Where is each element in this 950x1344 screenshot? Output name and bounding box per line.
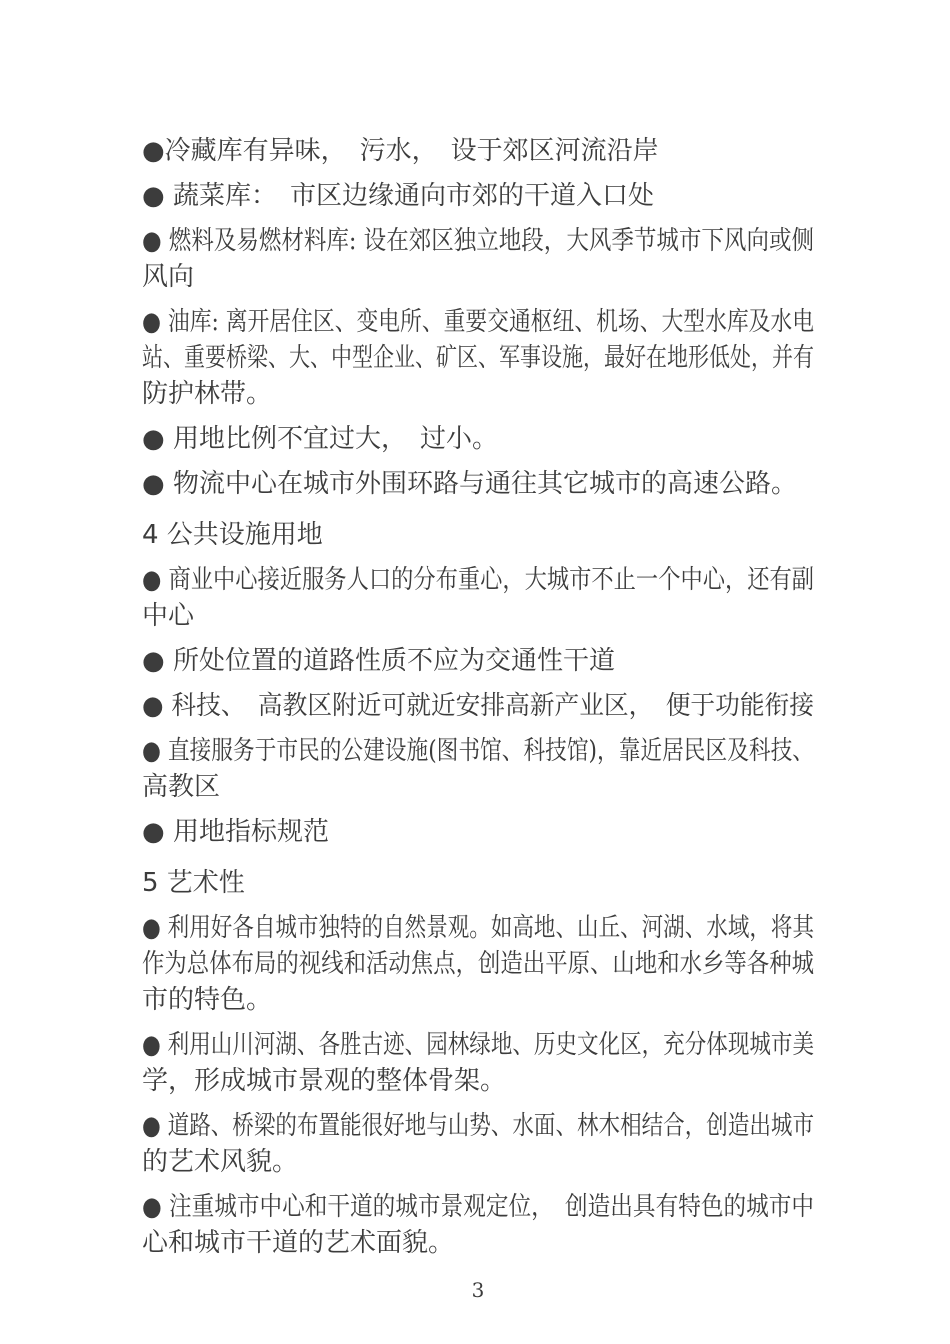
text-line-inner: 风向 bbox=[142, 262, 195, 292]
bullet-paragraph bbox=[142, 733, 814, 805]
text-line bbox=[142, 517, 814, 553]
text-line bbox=[142, 733, 814, 769]
text-line-inner: ● 商业中心接近服务人口的分布重心，大城市不止一个中心，还有副 bbox=[142, 565, 814, 595]
text-line-inner: ● 燃料及易燃材料库: 设在郊区独立地段，大风季节城市下风向或侧 bbox=[142, 226, 814, 256]
text-line bbox=[142, 688, 814, 724]
bullet-paragraph bbox=[142, 814, 814, 850]
text-line bbox=[142, 133, 814, 169]
text-line bbox=[142, 982, 814, 1018]
section-heading bbox=[142, 517, 814, 553]
text-line bbox=[142, 178, 814, 214]
text-line bbox=[142, 814, 814, 850]
text-line bbox=[142, 946, 814, 982]
text-line bbox=[142, 1144, 814, 1180]
text-line-inner: ● 利用好各自城市独特的自然景观。如高地、山丘、河湖、水域，将其 bbox=[142, 913, 814, 943]
text-line-inner: 站、重要桥梁、大、中型企业、矿区、军事设施，最好在地形低处，并有 bbox=[142, 343, 814, 373]
bullet-paragraph bbox=[142, 643, 814, 679]
text-line-inner: 心和城市干道的艺术面貌。 bbox=[142, 1228, 455, 1258]
text-line-inner: ● 科技、 高教区附近可就近安排高新产业区， 便于功能衔接 bbox=[142, 691, 814, 721]
document-blocks bbox=[142, 133, 814, 1261]
bullet-paragraph bbox=[142, 910, 814, 1018]
bullet-paragraph bbox=[142, 223, 814, 295]
text-line-inner: ● 利用山川河湖、各胜古迹、园林绿地、历史文化区，充分体现城市美 bbox=[142, 1030, 814, 1060]
text-line-inner: 防护林带。 bbox=[142, 379, 273, 409]
page-number: 3 bbox=[471, 1278, 485, 1302]
bullet-paragraph bbox=[142, 562, 814, 634]
text-line bbox=[142, 598, 814, 634]
text-line bbox=[142, 865, 814, 901]
text-line bbox=[142, 1189, 814, 1225]
text-line-inner: ● 油库: 离开居住区、变电所、重要交通枢纽、机场、大型水库及水电 bbox=[142, 307, 814, 337]
text-line bbox=[142, 1027, 814, 1063]
text-line bbox=[142, 304, 814, 340]
text-line bbox=[142, 1063, 814, 1099]
text-line bbox=[142, 910, 814, 946]
text-line-inner: 的艺术风貌。 bbox=[142, 1147, 299, 1177]
text-line bbox=[142, 1225, 814, 1261]
text-line-inner: ● 直接服务于市民的公建设施(图书馆、科技馆)，靠近居民区及科技、 bbox=[142, 736, 814, 766]
text-line bbox=[142, 259, 814, 295]
text-line-inner: ● 道路、桥梁的布置能很好地与山势、水面、林木相结合，创造出城市 bbox=[142, 1111, 814, 1141]
text-line-inner: ● 蔬菜库： 市区边缘通向市郊的干道入口处 bbox=[142, 181, 654, 211]
text-line bbox=[142, 376, 814, 412]
bullet-paragraph bbox=[142, 133, 814, 169]
bullet-paragraph bbox=[142, 304, 814, 412]
text-line-inner: ● 用地比例不宜过大， 过小。 bbox=[142, 424, 498, 454]
text-line-inner: 中心 bbox=[142, 601, 195, 631]
text-line bbox=[142, 643, 814, 679]
text-line-inner: 市的特色。 bbox=[142, 985, 273, 1015]
text-line-inner: 高教区 bbox=[142, 772, 221, 802]
text-line-inner: 5 艺术性 bbox=[142, 868, 245, 898]
text-line bbox=[142, 466, 814, 502]
text-line-inner: ● 注重城市中心和干道的城市景观定位， 创造出具有特色的城市中 bbox=[142, 1192, 814, 1222]
text-line-inner: ● 所处位置的道路性质不应为交通性干道 bbox=[142, 646, 615, 676]
page-content bbox=[142, 133, 814, 1303]
text-line-inner: ● 物流中心在城市外围环路与通往其它城市的高速公路。 bbox=[142, 469, 797, 499]
text-line bbox=[142, 340, 814, 376]
bullet-paragraph bbox=[142, 421, 814, 457]
text-line bbox=[142, 223, 814, 259]
text-line-inner: ● 用地指标规范 bbox=[142, 817, 329, 847]
bullet-paragraph bbox=[142, 1108, 814, 1180]
text-line-inner: 作为总体布局的视线和活动焦点，创造出平原、山地和水乡等各种城 bbox=[142, 949, 814, 979]
bullet-paragraph bbox=[142, 1027, 814, 1099]
bullet-paragraph bbox=[142, 178, 814, 214]
section-heading bbox=[142, 865, 814, 901]
text-line bbox=[142, 1108, 814, 1144]
text-line-inner: 4 公共设施用地 bbox=[142, 520, 323, 550]
text-line bbox=[142, 769, 814, 805]
text-line-inner: 学，形成城市景观的整体骨架。 bbox=[142, 1066, 507, 1096]
bullet-paragraph bbox=[142, 1189, 814, 1261]
text-line bbox=[142, 562, 814, 598]
text-line-inner: ●冷藏库有异味， 污水， 设于郊区河流沿岸 bbox=[142, 136, 659, 166]
bullet-paragraph bbox=[142, 466, 814, 502]
bullet-paragraph bbox=[142, 688, 814, 724]
text-line bbox=[142, 421, 814, 457]
